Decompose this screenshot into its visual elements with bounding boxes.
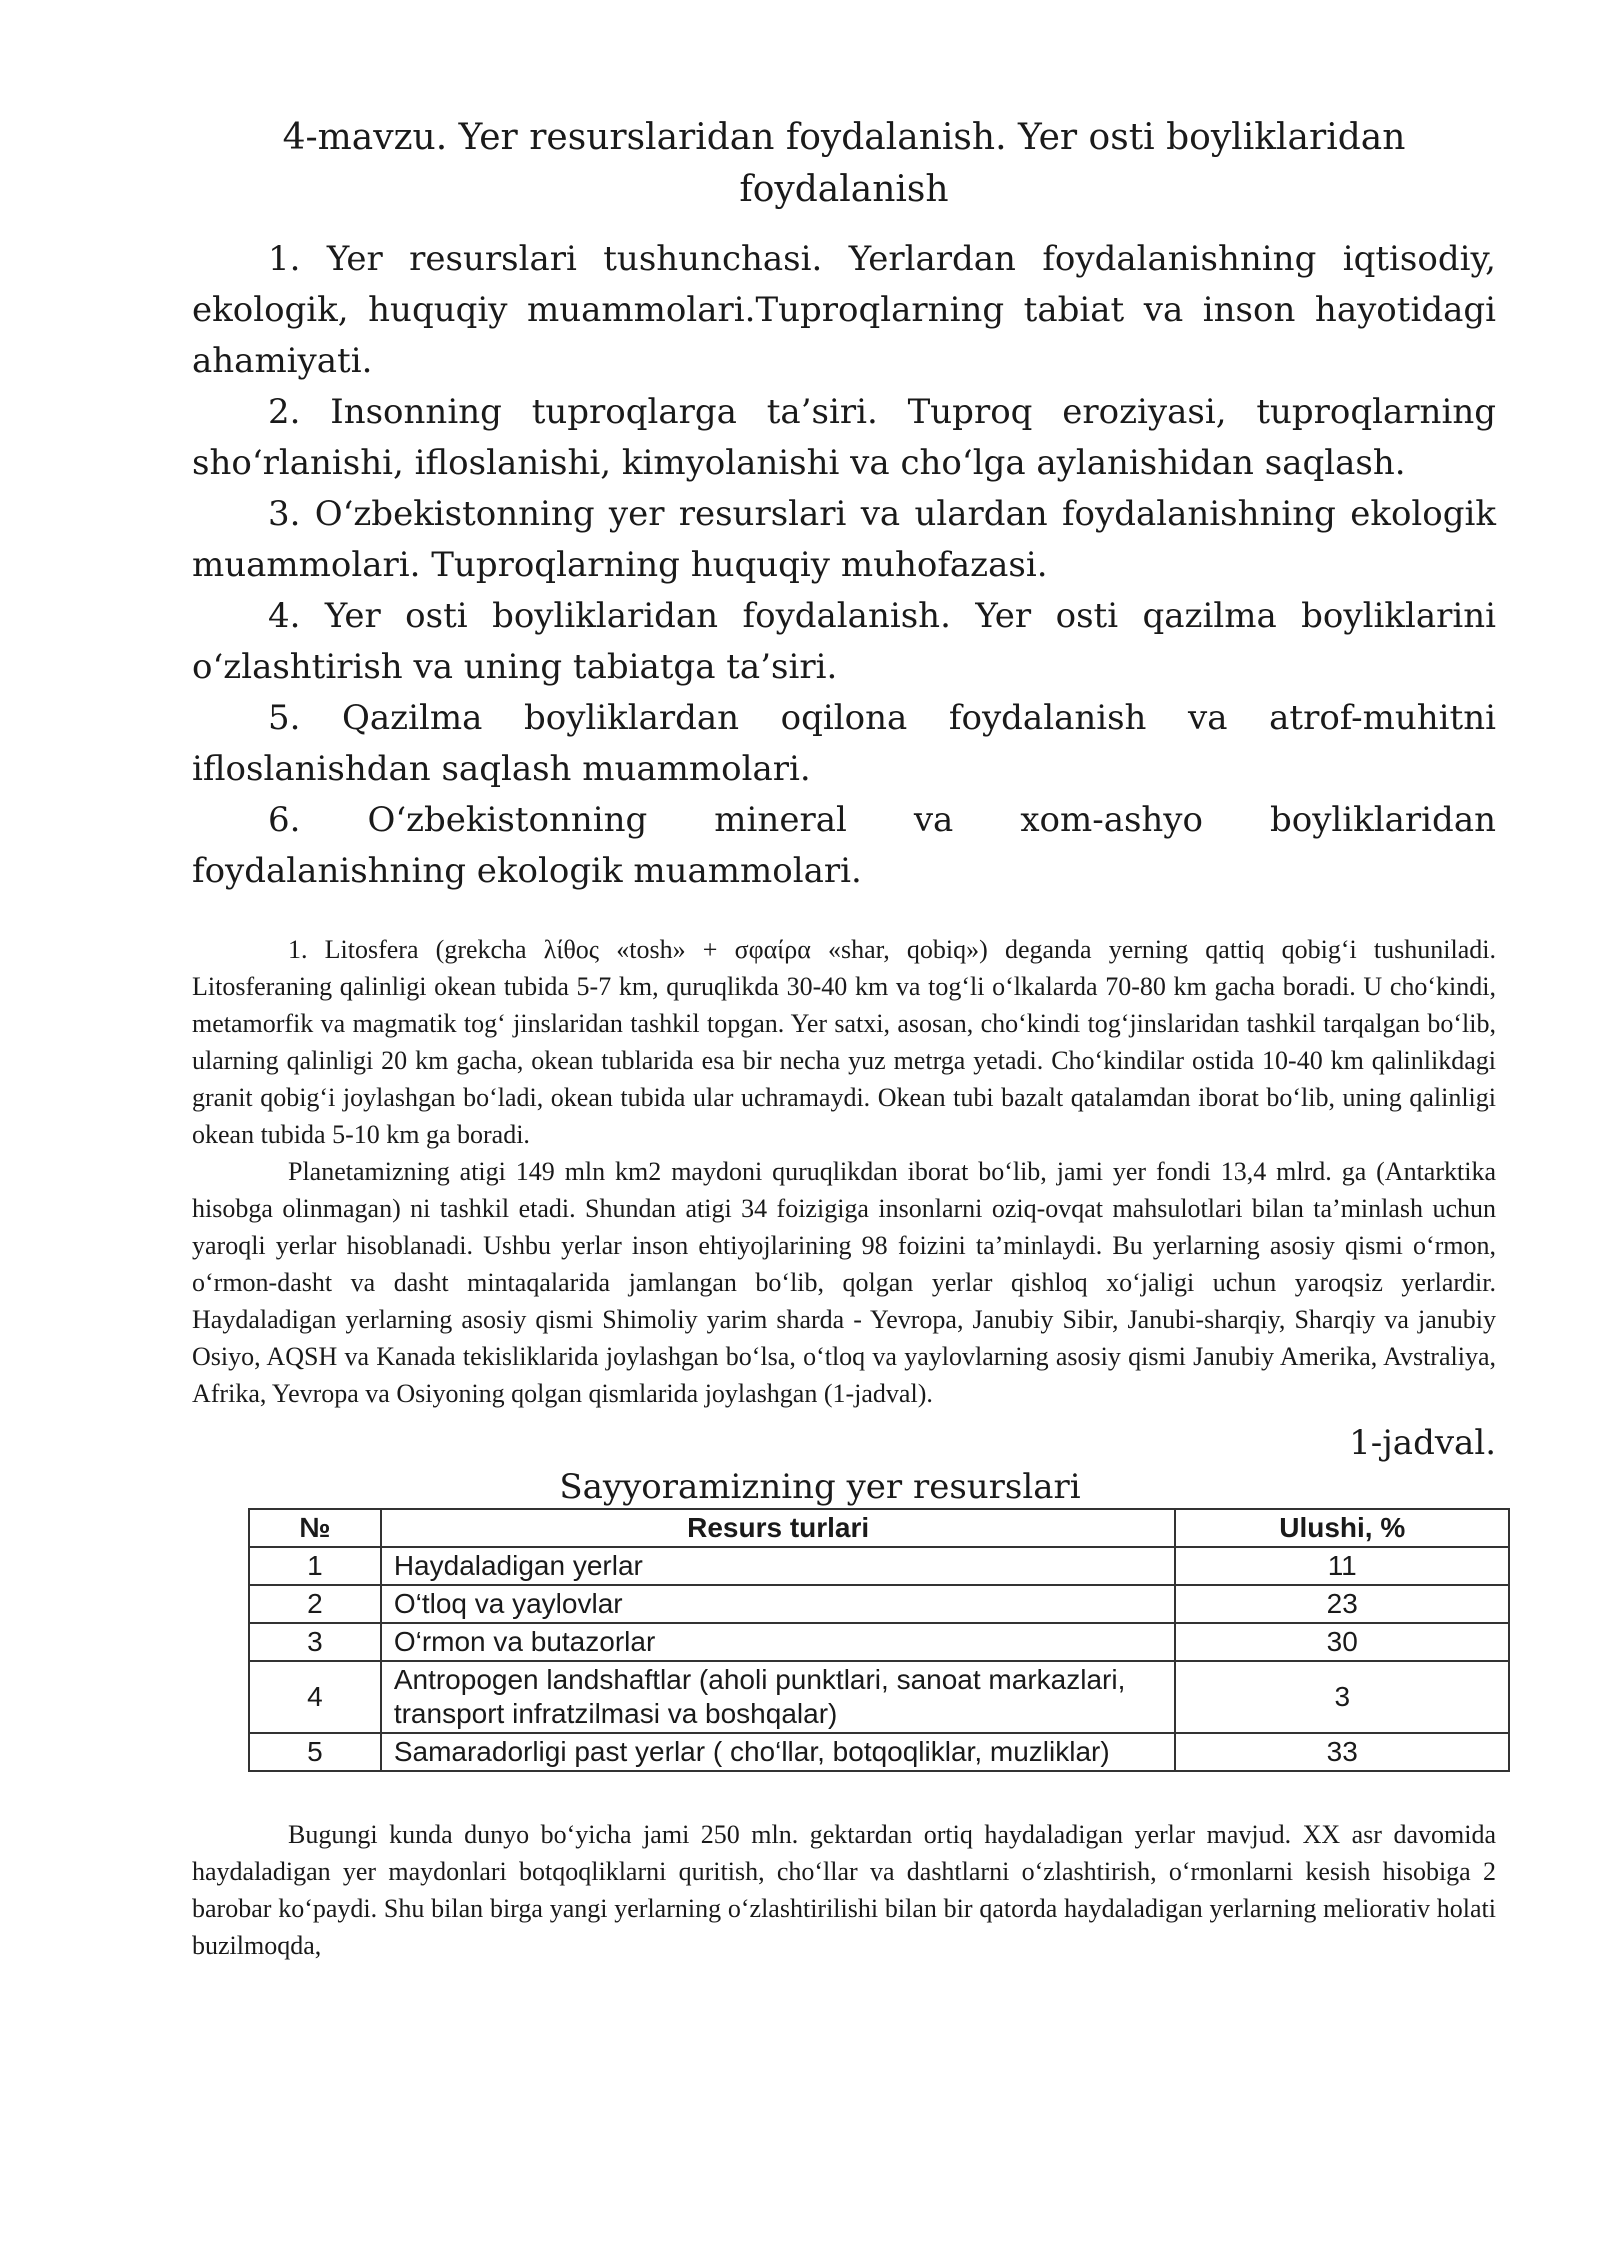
body-paragraph: Planetamizning atigi 149 mln km2 maydoni quruqlikdan iborat bo‘lib, jami yer fondi 13,4 mlrd. ga (Antarktika hisobga olinmagan) ni tashkil etadi. Shundan atigi 34 foizigiga insonlarni oziq-ovqat mahsulotlari bilan ta’minlash uchun yaroqli yerlar hisoblanadi. Ushbu yerlar inson ehtiyojlarining 98 foizini ta’minlaydi. Bu yerlarning asosiy qismi o‘rmon, o‘rmon-dasht va dasht mintaqalarida jamlangan bo‘lib, qolgan yerlar qishloq xo‘jaligi uchun yaroqsiz yerlardir. Haydaladigan yerlarning asosiy qismi Shimoliy yarim sharda - Yevropa, Janubiy Sibir, Janubi-sharqiy, Sharqiy va janubiy Osiyo, AQSH va Kanada tekisliklarida joylashgan bo‘lsa, o‘tloq va yaylovlarning asosiy qismi Janubiy Amerika, Avstraliya, Afrika, Yevropa va Osiyoning qolgan qismlarida joylashgan (1-jadval). [192,1157,1496,1408]
resource-share: 23 [1175,1585,1509,1623]
row-number: 1 [249,1547,381,1585]
table-row [249,1733,1509,1771]
resource-type: Antropogen landshaftlar (aholi punktlari, sanoat markazlari, transport infratzilmasi va boshqalar) [381,1661,1176,1733]
column-header-number: № [249,1509,381,1547]
table-caption: Sayyoramizning yer resurslari [559,1467,1081,1507]
column-header-resource-type: Resurs turlari [381,1509,1176,1547]
row-number: 5 [249,1733,381,1771]
plan-item: 3. O‘zbekistonning yer resurslari va ulardan foydalanishning ekologik muammolari. Tuproqlarning huquqiy muhofazasi. [192,494,1496,585]
plan-item: 2. Insonning tuproqlarga ta’siri. Tuproq eroziyasi, tuproqlarning sho‘rlanishi, ifloslanishi, kimyolanishi va cho‘lga aylanishidan saqlash. [192,392,1496,483]
row-number: 4 [249,1661,381,1733]
document-title: 4-mavzu. Yer resurslaridan foydalanish. Yer osti boyliklaridan foydalanish [282,117,1406,210]
table-number: 1-jadval. [1349,1423,1496,1463]
resource-type: Samaradorligi past yerlar ( cho‘llar, botqoqliklar, muzliklar) [381,1733,1176,1771]
body-paragraph: 1. Litosfera (grekcha λίθος «tosh» + σφαίρα «shar, qobiq») deganda yerning qattiq qobig‘i tushuniladi. Litosferaning qalinligi okean tubida 5-7 km, quruqlikda 30-40 km va tog‘li o‘lkalarda 70-80 km gacha boradi. U cho‘kindi, metamorfik va magmatik tog‘ jinslaridan tashkil topgan. Yer satxi, asosan, cho‘kindi tog‘jinslaridan tashkil tarqalgan bo‘lib, ularning qalinligi 20 km gacha, okean tublarida esa bir necha yuz metrga yetadi. Cho‘kindilar ostida 10-40 km qalinlikdagi granit qobig‘i joylashgan bo‘ladi, okean tubida ular uchramaydi. Okean tubi bazalt qatalamdan iborat bo‘lib, uning qalinligi okean tubida 5-10 km ga boradi. [192,935,1496,1149]
document-page [192,112,1496,1964]
row-number: 2 [249,1585,381,1623]
resource-share: 33 [1175,1733,1509,1771]
plan-item: 6. O‘zbekistonning mineral va xom-ashyo boyliklaridan foydalanishning ekologik muammolari. [192,800,1496,891]
table-row [249,1661,1509,1733]
table-row [249,1547,1509,1585]
after-table-text [192,1816,1496,1964]
resource-share: 30 [1175,1623,1509,1661]
resource-share: 3 [1175,1661,1509,1733]
resource-type: O‘rmon va butazorlar [381,1623,1176,1661]
table-row [249,1585,1509,1623]
resource-type: O‘tloq va yaylovlar [381,1585,1176,1623]
resource-type: Haydaladigan yerlar [381,1547,1176,1585]
topic-plan [192,234,1496,897]
body-text [192,931,1496,1412]
resource-share: 11 [1175,1547,1509,1585]
plan-item: 4. Yer osti boyliklaridan foydalanish. Yer osti qazilma boyliklarini o‘zlashtirish va uning tabiatga ta’siri. [192,596,1496,687]
plan-item: 1. Yer resurslari tushunchasi. Yerlardan foydalanishning iqtisodiy, ekologik, huquqiy muammolari.Tuproqlarning tabiat va inson hayotidagi ahamiyati. [192,239,1496,381]
row-number: 3 [249,1623,381,1661]
column-header-share: Ulushi, % [1175,1509,1509,1547]
body-paragraph: Bugungi kunda dunyo bo‘yicha jami 250 mln. gektardan ortiq haydaladigan yerlar mavjud. XX asr davomida haydaladigan yer maydonlari botqoqliklarni quritish, cho‘llar va dashtlarni o‘zlashtirish, o‘rmonlarni kesish hisobiga 2 barobar ko‘paydi. Shu bilan birga yangi yerlarning o‘zlashtirilishi bilan bir qatorda haydaladigan yerlarning meliorativ holati buzilmoqda, [192,1820,1496,1960]
plan-item: 5. Qazilma boyliklardan oqilona foydalanish va atrof-muhitni ifloslanishdan saqlash muammolari. [192,698,1496,789]
land-resources-table [248,1508,1510,1772]
table-row [249,1623,1509,1661]
table-header-row [249,1509,1509,1547]
